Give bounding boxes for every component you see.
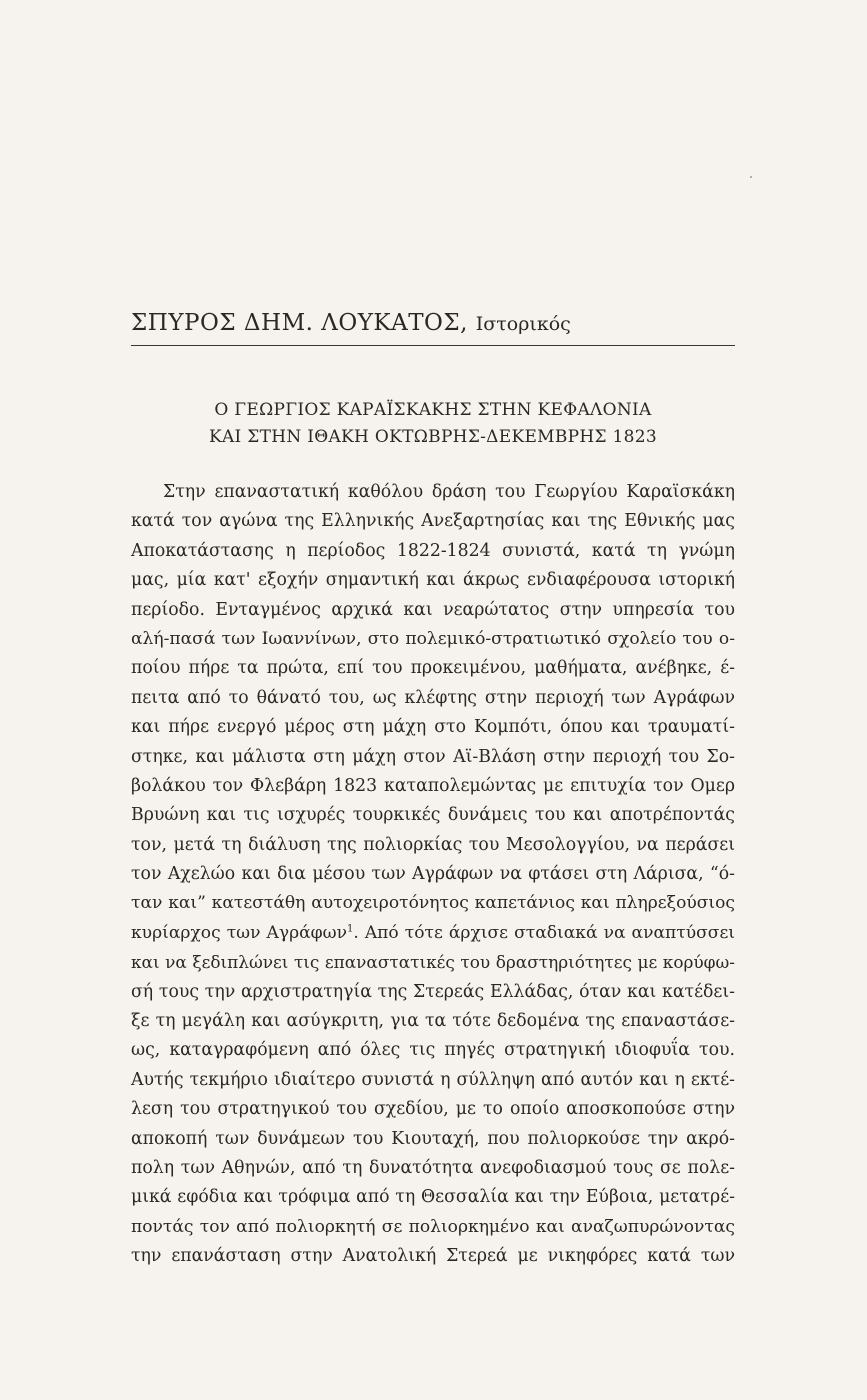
body-line: την επανάσταση στην Ανατολική Στερεά με νικηφόρες κατά των [131,1246,735,1267]
body-line: ποίου πήρε τα πρώτα, επί του προκειμένου, μαθήματα, ανέβηκε, έ- [131,658,735,679]
article-title [131,397,735,451]
body-line: πειτα από το θάνατό του, ως κλέφτης στην περιοχή των Αγράφων [131,687,735,708]
body-line: μικά εφόδια και τρόφιμα από τη Θεσσαλία και την Εύβοια, μετατρέ- [131,1187,735,1208]
body-line: αλή-πασά των Ιωαννίνων, στο πολεμικό-στρατιωτικό σχολείο του ο- [131,628,735,649]
body-line: ως, καταγραφόμενη από όλες τις πηγές στρατηγική ιδιοφυΐα του. [131,1040,735,1061]
body-line: Στην επαναστατική καθόλου δράση του Γεωργίου Καραϊσκάκη [163,482,735,502]
body-line: σή τους την αρχιστρατηγία της Στερεάς Ελλάδας, όταν και κατέδει- [131,981,735,1002]
body-line: ποντάς τον από πολιορκητή σε πολιορκημένο και αναζωπυρώνοντας [131,1216,735,1237]
body-text [131,478,735,1272]
title-line-2: ΚΑΙ ΣΤΗΝ ΙΘΑΚΗ ΟΚΤΩΒΡΗΣ-ΔΕΚΕΜΒΡΗΣ 1823 [208,427,658,447]
paper-speck [750,176,752,178]
body-line: ταν και” κατεστάθη αυτοχειροτόνητος καπετάνιος και πληρεξούσιος [131,893,735,914]
body-line: τον, μετά τη διάλυση της πολιορκίας του Μεσολογγίου, να περάσει [131,834,735,855]
body-line: τον Αχελώο και δια μέσου των Αγράφων να φτάσει στη Λάρισα, “ό- [131,864,735,885]
body-line: πολη των Αθηνών, από τη δυνατότητα ανεφοδιασμού τους σε πολε- [131,1157,735,1178]
heading-rule [131,345,735,346]
body-line: στηκε, και μάλιστα στη μάχη στον Αϊ-Βλάση στην περιοχή του Σο- [131,746,735,767]
body-line: Αυτής τεκμήριο ιδιαίτερο συνιστά η σύλληψη από αυτόν και η εκτέ- [131,1069,735,1090]
body-line: περίοδο. Ενταγμένος αρχικά και νεαρώτατος στην υπηρεσία του [131,599,735,620]
body-line: κατά τον αγώνα της Ελληνικής Ανεξαρτησίας και της Εθνικής μας [131,511,735,532]
line-text: κυρίαρχος των Αγράφων [131,922,347,943]
body-line: Αποκατάστασης η περίοδος 1822-1824 συνιστά, κατά τη γνώμη [131,540,735,561]
body-line: βολάκου τον Φλεβάρη 1823 καταπολεμώντας με επιτυχία τον Ομερ [131,775,735,796]
author-heading [131,306,735,341]
body-line: λεση του στρατηγικού του σχεδίου, με το οποίο αποσκοπούσε στην [131,1099,735,1120]
body-line: αποκοπή των δυνάμεων του Κιουταχή, που πολιορκούσε την ακρό- [131,1128,735,1149]
author-role: Ιστορικός [475,313,571,335]
body-line: και πήρε ενεργό μέρος στη μάχη στο Κομπότι, όπου και τραυματί- [131,717,735,738]
body-line: μας, μία κατ' εξοχήν σημαντική και άκρως ενδιαφέρουσα ιστορική [131,570,735,591]
body-line: και να ξεδιπλώνει τις επαναστατικές του δραστηριότητες με κορύφω- [131,952,735,973]
author-name: ΣΠΥΡΟΣ ΔΗΜ. ΛΟΥΚΑΤΟΣ, [131,310,468,336]
body-line: Βρυώνη και τις ισχυρές τουρκικές δυνάμεις του και αποτρέποντάς [131,805,735,826]
body-line-with-footnote [131,919,735,948]
footnote-mark[interactable]: 1 [346,923,354,935]
title-line-1: Ο ΓΕΩΡΓΙΟΣ ΚΑΡΑΪΣΚΑΚΗΣ ΣΤΗΝ ΚΕΦΑΛΟΝΙΑ [214,400,652,420]
body-line: ξε τη μεγάλη και ασύγκριτη, για τα τότε δεδομένα της επαναστάσε- [131,1011,735,1032]
line-text-rest: . Από τότε άρχισε σταδιακά να αναπτύσσει [353,922,736,943]
